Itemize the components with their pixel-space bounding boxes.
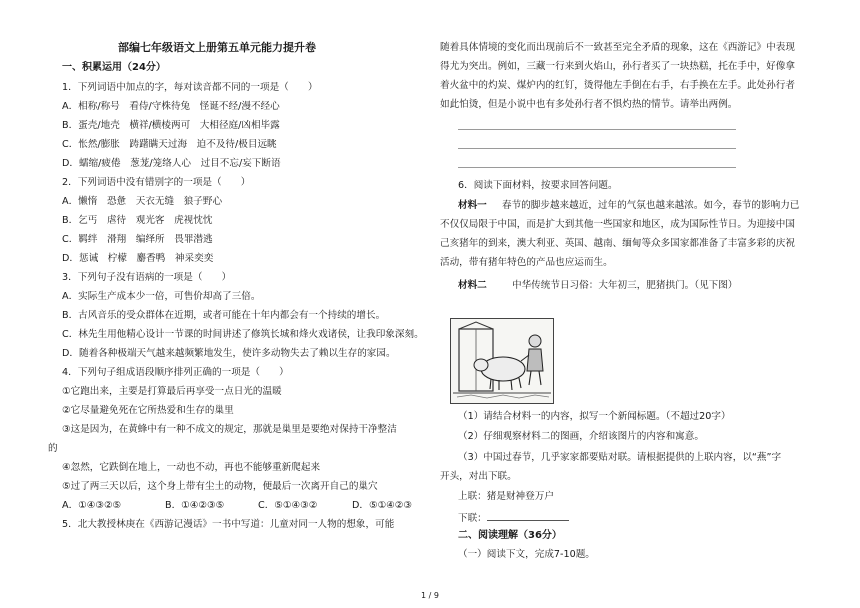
q6-sub-question-3: （3）中国过春节，几乎家家都要贴对联。请根据提供的上联内容，以“燕”字 — [458, 452, 782, 463]
section-heading-2: 二、阅读理解（36分） — [458, 530, 562, 541]
q2-option-b: B．乞丐 虐待 观光客 虎视忱忱 — [62, 215, 213, 226]
q3-option-b: B．古风音乐的受众群体在近期，或者可能在十年内都会有一个持续的增长。 — [62, 310, 386, 321]
answer-line[interactable] — [458, 129, 736, 130]
material-1-text: 不仅仅局限于中国，而是扩大到其他一些国家和地区，成为国际性节日。为迎接中国 — [440, 219, 795, 230]
q1-option-b: B．蛋壳/地壳 横祥/横棱两可 大相径庭/凶相毕露 — [62, 120, 280, 131]
q4-option-a: A．①④③②⑤ — [62, 500, 122, 511]
q6-sub-question-1: （1）请结合材料一的内容，拟写一个新闻标题。（不超过20字） — [458, 411, 731, 422]
q3-stem: 3．下列句子没有语病的一项是（ ） — [62, 272, 232, 283]
material-1-text: 春节的脚步越来越近，过年的气氛也越来越浓。如今，春节的影响力已 — [502, 200, 800, 211]
section-heading-1: 一、积累运用（24分） — [62, 62, 166, 73]
material-1-text: 活动，带有猪年特色的产品也应运而生。 — [440, 257, 613, 268]
q1-option-d: D．蠕缩/疲倦 葱茏/笼络人心 过目不忘/妄下断语 — [62, 158, 281, 169]
q6-stem: 6．阅读下面材料，按要求回答问题。 — [458, 180, 618, 191]
couplet-answer-blank[interactable] — [487, 511, 569, 521]
q5-stem-cont-4: 如此怕烫，但是小说中也有多处孙行者不惧灼热的情节。请举出两例。 — [440, 99, 738, 110]
q6-sub-question-3-wrap: 开头，对出下联。 — [440, 471, 517, 482]
q4-sentence-4: ④忽然，它跌倒在地上，一动也不动，再也不能够重新爬起来 — [62, 462, 321, 473]
q4-stem: 4．下列句子组成语段顺序排列正确的一项是（ ） — [62, 367, 289, 378]
q3-option-a: A．实际生产成本少一倍，可售价却高了三倍。 — [62, 291, 261, 302]
page-title: 部编七年级语文上册第五单元能力提升卷 — [118, 41, 316, 54]
reading-1-instruction: （一）阅读下文，完成7-10题。 — [458, 549, 595, 560]
q1-option-c: C．怅然/膨胀 踌躇瞒天过海 迫不及待/极目远眺 — [62, 139, 277, 150]
q1-option-a: A．相称/称号 看侍/守株待兔 怪诞不经/漫不经心 — [62, 101, 280, 112]
page-number: 1 / 9 — [421, 591, 439, 600]
couplet-lower-row — [458, 511, 569, 525]
q3-option-c: C．林先生用他精心设计一节课的时间讲述了修筑长城和烽火戏诸侯，让我印象深刻。 — [62, 329, 424, 340]
q2-option-d: D．惩诫 柠檬 麝香鸭 神采奕奕 — [62, 253, 214, 264]
q6-sub-question-2: （2）仔细观察材料二的图画，介绍该图片的内容和寓意。 — [458, 431, 704, 442]
q2-option-c: C．羁绊 滑翔 编绎所 畏罪潜逃 — [62, 234, 213, 245]
couplet-lower-label: 下联： — [458, 513, 487, 524]
q4-option-d: D．⑤①④②③ — [352, 500, 412, 511]
q4-option-b: B．①④②③⑤ — [165, 500, 225, 511]
q5-stem-line1: 5．北大教授林庚在《西游记漫话》一书中写道：儿童对同一人物的想象，可能 — [62, 519, 395, 530]
answer-line[interactable] — [458, 148, 736, 149]
q1-stem: 1．下列词语中加点的字，每对读音都不同的一项是（ ） — [62, 82, 318, 93]
pig-pushing-door-drawing — [451, 319, 553, 403]
material-1-text: 己亥猪年的到来，澳大利亚、英国、越南、缅甸等众多国家都准备了丰富多彩的庆祝 — [440, 238, 795, 249]
q4-sentence-3: ③这是因为，在黄蜂中有一种不成文的规定，那就是巢里是要绝对保持干净整洁 — [62, 424, 397, 435]
pig-new-year-illustration — [450, 318, 554, 404]
material-1-label: 材料一 — [458, 200, 487, 211]
q2-stem: 2．下列词语中没有错别字的一项是（ ） — [62, 177, 251, 188]
couplet-upper: 上联：猪是财神登万户 — [458, 491, 554, 502]
q4-option-c: C．⑤①④③② — [258, 500, 318, 511]
q5-stem-cont-1: 随着具体情境的变化而出现前后不一致甚至完全矛盾的现象，这在《西游记》中表现 — [440, 42, 795, 53]
q4-sentence-1: ①它跑出来，主要是打算最后再享受一点日光的温暖 — [62, 386, 282, 397]
q4-sentence-2: ②它尽量避免死在它所热爱和生存的巢里 — [62, 405, 234, 416]
q4-sentence-3-wrap: 的 — [48, 443, 58, 454]
q2-option-a: A．懒惰 恐惫 天衣无缝 狼子野心 — [62, 196, 223, 207]
q5-stem-cont-2: 得尤为突出。例如，三藏一行来到火焰山，孙行者买了一块热糕，托在手中，好像拿 — [440, 61, 795, 72]
q5-stem-cont-3: 着火盆中的灼炭、煤炉内的红钉，烫得他左手倒在右手，右手换在左手。此处孙行者 — [440, 80, 795, 91]
material-2-label: 材料二 — [458, 280, 487, 291]
q3-option-d: D．随着各种极端天气越来越频繁地发生，使许多动物失去了赖以生存的家园。 — [62, 348, 396, 359]
material-2-text: 中华传统节日习俗：大年初三，肥猪拱门。（见下图） — [512, 280, 738, 291]
answer-line[interactable] — [458, 167, 736, 168]
q4-sentence-5: ⑤过了两三天以后，这个身上带有尘土的动物，便最后一次离开自己的巢穴 — [62, 481, 378, 492]
